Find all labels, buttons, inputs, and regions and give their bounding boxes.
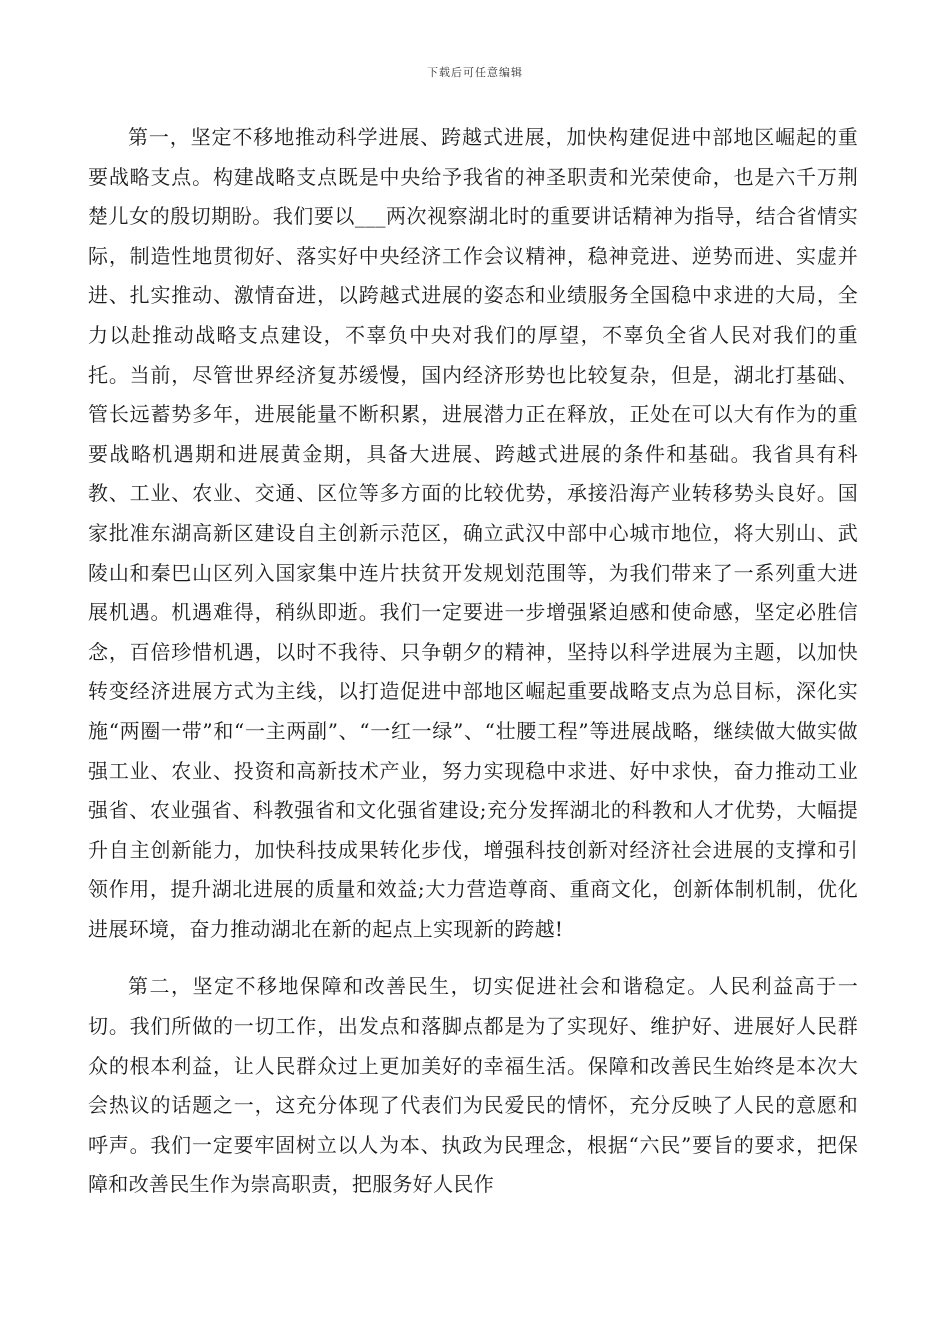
paragraph-1: 第一，坚定不移地推动科学进展、跨越式进展，加快构建促进中部地区崛起的重要战略支点。构建战略支点既是中央给予我省的神圣职责和光荣使命，也是六千万荆楚儿女的殷切期盼。我们要以___两次视察湖北时的重要讲话精神为指导，结合省情实际，制造性地贯彻好、落实好中央经济工作会议精神，稳神竞进、逆势而进、实虚并进、扎实推动、激情奋进，以跨越式进展的姿态和业绩服务全国稳中求进的大局，全力以赴推动战略支点建设，不辜负中央对我们的厚望，不辜负全省人民对我们的重托。当前，尽管世界经济复苏缓慢，国内经济形势也比较复杂，但是，湖北打基础、管长远蓄势多年，进展能量不断积累，进展潜力正在释放，正处在可以大有作为的重要战略机遇期和进展黄金期，具备大进展、跨越式进展的条件和基础。我省具有科教、工业、农业、交通、区位等多方面的比较优势，承接沿海产业转移势头良好。国家批准东湖高新区建设自主创新示范区，确立武汉中部中心城市地位，将大别山、武陵山和秦巴山区列入国家集中连片扶贫开发规划范围等，为我们带来了一系列重大进展机遇。机遇难得，稍纵即逝。我们一定要进一步增强紧迫感和使命感，坚定必胜信念，百倍珍惜机遇，以时不我待、只争朝夕的精神，坚持以科学进展为主题，以加快转变经济进展方式为主线，以打造促进中部地区崛起重要战略支点为总目标，深化实施“两圈一带”和“一主两副”、“一红一绿”、“壮腰工程”等进展战略，继续做大做实做强工业、农业、投资和高新技术产业，努力实现稳中求进、好中求快，奋力推动工业强省、农业强省、科教强省和文化强省建设;充分发挥湖北的科教和人才优势，大幅提升自主创新能力，加快科技成果转化步伐，增强科技创新对经济社会进展的支撑和引领作用，提升湖北进展的质量和效益;大力营造尊商、重商文化，创新体制机制，优化进展环境，奋力推动湖北在新的起点上实现新的跨越!	[88, 125, 858, 941]
document-body	[88, 118, 858, 1205]
paragraph-2: 第二，坚定不移地保障和改善民生，切实促进社会和谐稳定。人民利益高于一切。我们所做的一切工作，出发点和落脚点都是为了实现好、维护好、进展好人民群众的根本利益，让人民群众过上更加美好的幸福生活。保障和改善民生始终是本次大会热议的话题之一，这充分体现了代表们为民爱民的情怀，充分反映了人民的意愿和呼声。我们一定要牢固树立以人为本、执政为民理念，根据“六民”要旨的要求，把保障和改善民生作为崇高职责，把服务好人民作	[88, 974, 858, 1197]
download-note: 下载后可任意编辑	[427, 66, 523, 79]
